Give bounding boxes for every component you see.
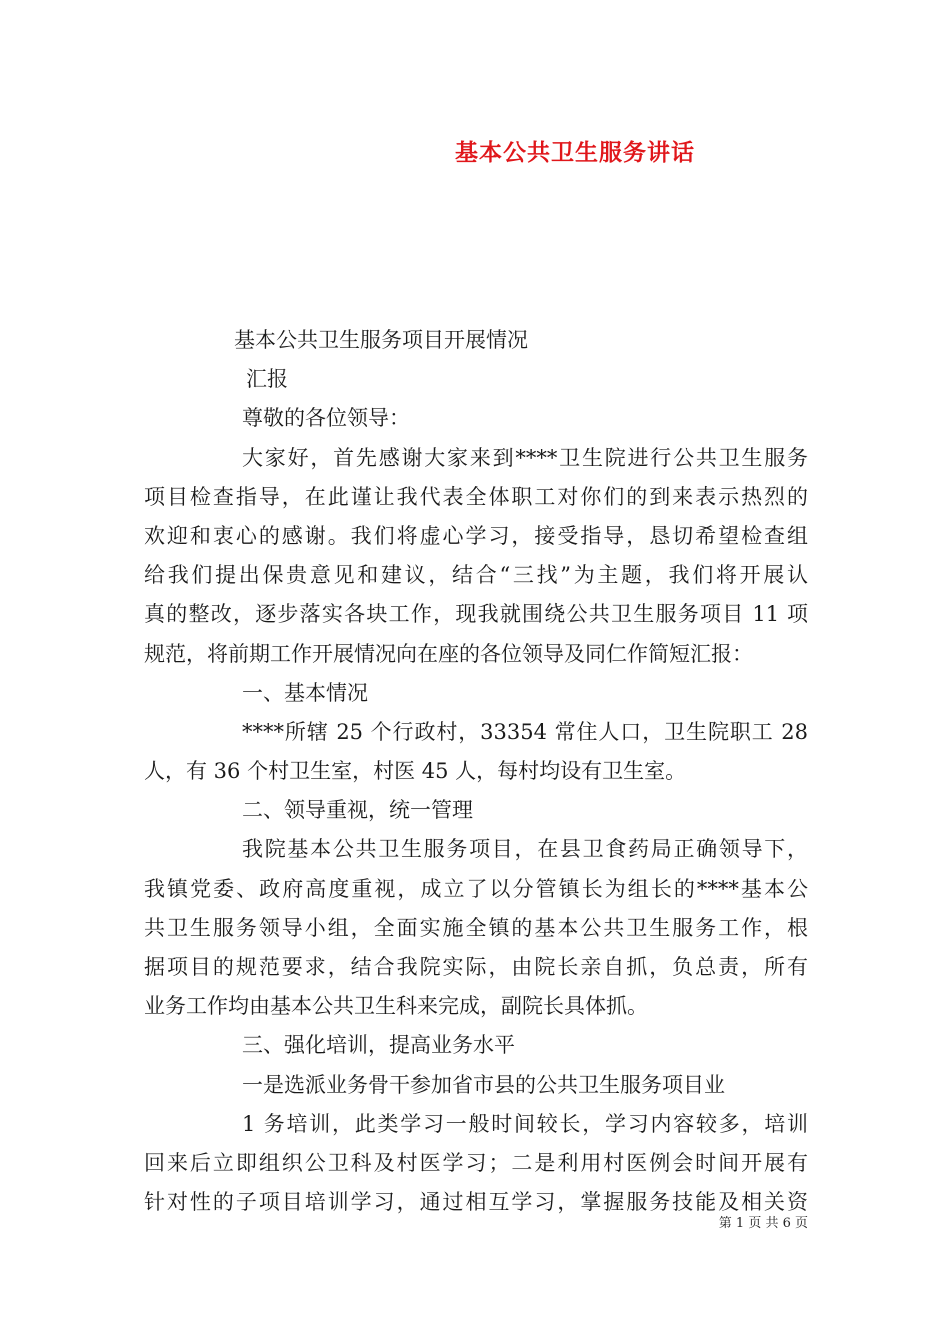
paragraph-line: 规范，将前期工作开展情况向在座的各位领导及同仁作简短汇报： [144, 641, 753, 666]
section-heading: 三、强化培训，提高业务水平 [242, 1033, 515, 1058]
paragraph-line: 共卫生服务领导小组，全面实施全镇的基本公共卫生服务工作，根 [144, 915, 808, 940]
paragraph-line: ****所辖 25 个行政村，33354 常住人口，卫生院职工 28 [242, 719, 808, 744]
section-heading: 一、基本情况 [242, 680, 368, 705]
paragraph-line: 给我们提出保贵意见和建议，结合“三找”为主题，我们将开展认 [144, 563, 808, 588]
paragraph-line: 大家好，首先感谢大家来到****卫生院进行公共卫生服务 [242, 445, 808, 470]
document-title: 基本公共卫生服务讲话 [455, 140, 695, 166]
paragraph-line: 一是选派业务骨干参加省市县的公共卫生服务项目业 [242, 1072, 725, 1097]
document-body [144, 321, 808, 1222]
paragraph-line: 回来后立即组织公卫科及村医学习；二是利用村医例会时间开展有 [144, 1150, 808, 1175]
paragraph-line: 项目检查指导，在此谨让我代表全体职工对你们的到来表示热烈的 [144, 484, 808, 509]
page-number: 第 1 页 共 6 页 [718, 1216, 808, 1231]
paragraph-line: 业务工作均由基本公共卫生科来完成，副院长具体抓。 [144, 994, 648, 1019]
salutation-line: 尊敬的各位领导： [242, 406, 410, 431]
paragraph-line: 我院基本公共卫生服务项目，在县卫食药局正确领导下， [242, 837, 808, 862]
paragraph-line: 1 务培训，此类学习一般时间较长，学习内容较多，培训 [242, 1111, 808, 1136]
paragraph-line: 欢迎和衷心的感谢。我们将虚心学习，接受指导，恳切希望检查组 [144, 523, 808, 548]
subtitle-line: 汇报 [246, 367, 288, 392]
paragraph-line: 我镇党委、政府高度重视，成立了以分管镇长为组长的****基本公 [144, 876, 808, 901]
paragraph-line: 人，有 36 个村卫生室，村医 45 人，每村均设有卫生室。 [144, 759, 687, 784]
paragraph-line: 真的整改，逐步落实各块工作，现我就围绕公共卫生服务项目 11 项 [144, 602, 808, 627]
paragraph-line: 据项目的规范要求，结合我院实际，由院长亲自抓，负总责，所有 [144, 955, 808, 979]
section-heading: 二、领导重视，统一管理 [242, 798, 473, 823]
subtitle-line: 基本公共卫生服务项目开展情况 [234, 328, 528, 352]
paragraph-line: 针对性的子项目培训学习，通过相互学习，掌握服务技能及相关资 [144, 1190, 808, 1215]
